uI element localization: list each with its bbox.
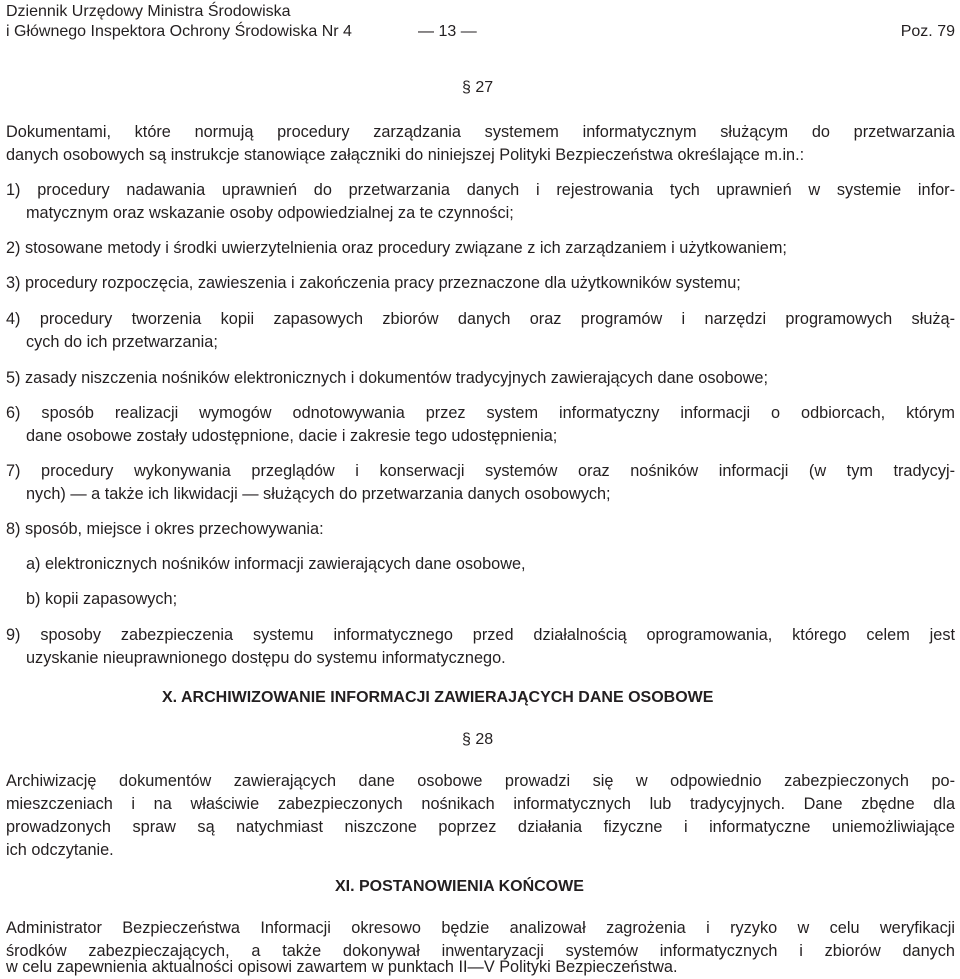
archive-line-4: ich odczytanie. [6,841,114,859]
list-item-9-line-1: 9) sposoby zabezpieczenia systemu informatycznego przed działalnością oprogramowania, którego celem jest [6,626,955,644]
list-item-8: 8) sposób, miejsce i okres przechowywania: [6,520,324,538]
intro-line-1: Dokumentami, które normują procedury zarządzania systemem informatycznym służącym do przetwarzania [6,123,955,141]
list-subitem-b: b) kopii zapasowych; [26,590,178,608]
final-line-1: Administrator Bezpieczeństwa Informacji okresowo będzie analizował zagrożenia i ryzyko w celu weryfikacji [6,919,955,937]
list-item-7-line-2: nych) — a także ich likwidacji — służących do przetwarzania danych osobowych; [26,485,611,503]
final-line-2: środków zabezpieczających, a także dokonywał inwentaryzacji systemów informatycznych i zbiorów danych [6,942,955,960]
section-28-heading: § 28 [462,731,494,748]
list-item-7-line-1: 7) procedury wykonywania przeglądów i konserwacji systemów oraz nośników informacji (w tym tradycyj- [6,462,955,480]
list-item-1-line-1: 1) procedury nadawania uprawnień do przetwarzania danych i rejestrowania tych uprawnień w systemie infor- [6,181,955,199]
list-item-1-line-2: matycznym oraz wskazanie osoby odpowiedzialnej za te czynności; [26,204,514,222]
list-item-4-line-2: cych do ich przetwarzania; [26,333,218,351]
list-item-5: 5) zasady niszczenia nośników elektronicznych i dokumentów tradycyjnych zawierających dane osobowe; [6,369,768,387]
list-item-6-line-1: 6) sposób realizacji wymogów odnotowywania przez system informatyczny informacji o odbiorcach, którym [6,404,955,422]
final-line-3: w celu zapewnienia aktualności opisowi zawartem w punktach II—V Polityki Bezpieczeństwa. [6,958,678,976]
chapter-x-title: X. ARCHIWIZOWANIE INFORMACJI ZAWIERAJĄCYCH DANE OSOBOWE [162,689,714,706]
list-item-4-line-1: 4) procedury tworzenia kopii zapasowych zbiorów danych oraz programów i narzędzi programowych służą- [6,310,955,328]
archive-line-1: Archiwizację dokumentów zawierających dane osobowe prowadzi się w odpowiednio zabezpieczonych po- [6,772,955,790]
list-item-2: 2) stosowane metody i środki uwierzytelnienia oraz procedury związane z ich zarządzaniem i użytkowaniem; [6,239,787,257]
archive-line-3: prowadzonych spraw są natychmiast niszczone poprzez działania fizyczne i informatyczne uniemożliwiające [6,818,955,836]
list-item-3: 3) procedury rozpoczęcia, zawieszenia i zakończenia pracy przeznaczone dla użytkowników systemu; [6,274,741,292]
journal-title-line2: i Głównego Inspektora Ochrony Środowiska Nr 4 [6,23,352,40]
position-number: Poz. 79 [900,23,955,40]
chapter-xi-title: XI. POSTANOWIENIA KOŃCOWE [335,878,584,895]
list-item-6-line-2: dane osobowe zostały udostępnione, dacie i zakresie tego udostępnienia; [26,427,558,445]
list-item-9-line-2: uzyskanie nieuprawnionego dostępu do systemu informatycznego. [26,649,506,667]
archive-line-2: mieszczeniach i na właściwie zabezpieczonych nośnikach informatycznych lub tradycyjnych. Dane zbędne dla [6,795,955,813]
list-subitem-a: a) elektronicznych nośników informacji zawierających dane osobowe, [26,555,526,573]
intro-line-2: danych osobowych są instrukcje stanowiące załączniki do niniejszej Polityki Bezpieczeństwa określające m.in.: [6,146,805,164]
journal-title-line1: Dziennik Urzędowy Ministra Środowiska [6,3,291,20]
section-27-heading: § 27 [462,79,494,96]
page-number: — 13 — [418,23,477,40]
